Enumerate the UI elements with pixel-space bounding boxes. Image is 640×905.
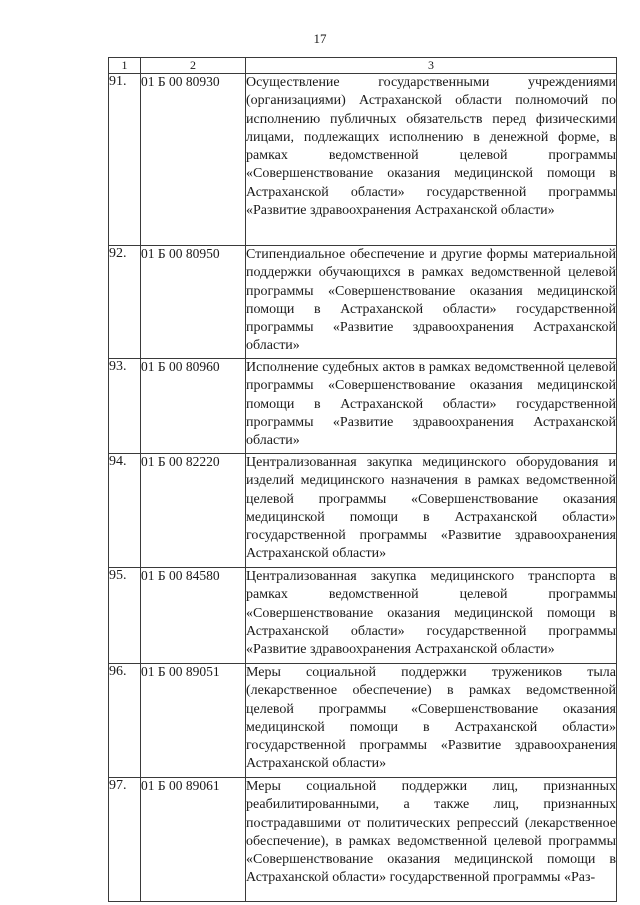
table-row <box>109 664 617 778</box>
row-number: 93. <box>109 359 141 454</box>
table-row <box>109 778 617 902</box>
page-number: 17 <box>313 31 327 46</box>
row-number: 94. <box>109 454 141 568</box>
row-code: 01 Б 00 89061 <box>141 778 246 902</box>
budget-code-table <box>108 57 617 902</box>
row-number: 97. <box>109 778 141 902</box>
row-number: 92. <box>109 246 141 359</box>
row-code: 01 Б 00 80950 <box>141 246 246 359</box>
row-description: Меры социальной поддержки тружеников тыла (лекарственное обеспечение) в рамках ведомственной целевой программы «Совершенствование оказания медицинской помощи в Астраханской области» государственной программы «Развитие здравоохранения Астраханской области» <box>246 664 617 778</box>
table-row <box>109 454 617 568</box>
row-code: 01 Б 00 80960 <box>141 359 246 454</box>
row-number: 91. <box>109 74 141 246</box>
column-header-code: 2 <box>141 58 246 74</box>
row-description: Исполнение судебных актов в рамках ведомственной целевой программы «Совершенствование оказания медицинской помощи в Астраханской области» государственной программы «Развитие здравоохранения Астраханской области» <box>246 359 617 454</box>
row-code: 01 Б 00 89051 <box>141 664 246 778</box>
row-description: Стипендиальное обеспечение и другие формы материальной поддержки обучающихся в рамках ведомственной целевой программы «Совершенствование оказания медицинской помощи в Астраханской области» государственной программы «Развитие здравоохранения Астраханской области» <box>246 246 617 359</box>
row-description: Осуществление государственными учреждениями (организациями) Астраханской области полномочий по исполнению публичных обязательств перед физическими лицами, подлежащих исполнению в денежной форме, в рамках ведомственной целевой программы «Совершенствование оказания медицинской помощи в Астраханской области» государственной программы «Развитие здравоохранения Астраханской области» <box>246 74 617 246</box>
table-row <box>109 359 617 454</box>
row-description: Централизованная закупка медицинского транспорта в рамках ведомственной целевой программы «Совершенствование оказания медицинской помощи в Астраханской области» государственной программы «Развитие здравоохранения Астраханской области» <box>246 568 617 664</box>
row-code: 01 Б 00 80930 <box>141 74 246 246</box>
table-row <box>109 74 617 246</box>
table-row <box>109 246 617 359</box>
row-number: 95. <box>109 568 141 664</box>
column-header-number: 1 <box>109 58 141 74</box>
row-number: 96. <box>109 664 141 778</box>
column-header-description: 3 <box>246 58 617 74</box>
table-header-row <box>109 58 617 74</box>
row-description: Меры социальной поддержки лиц, признанных реабилитированными, а также лиц, признанных пострадавшими от политических репрессий (лекарственное обеспечение), в рамках ведомственной целевой программы «Совершенствование оказания медицинской помощи в Астраханской области» государственной программы «Раз- <box>246 778 617 902</box>
table-row <box>109 568 617 664</box>
row-description: Централизованная закупка медицинского оборудования и изделий медицинского назначения в рамках ведомственной целевой программы «Совершенствование оказания медицинской помощи в Астраханской области» государственной программы «Развитие здравоохранения Астраханской области» <box>246 454 617 568</box>
row-code: 01 Б 00 82220 <box>141 454 246 568</box>
row-code: 01 Б 00 84580 <box>141 568 246 664</box>
